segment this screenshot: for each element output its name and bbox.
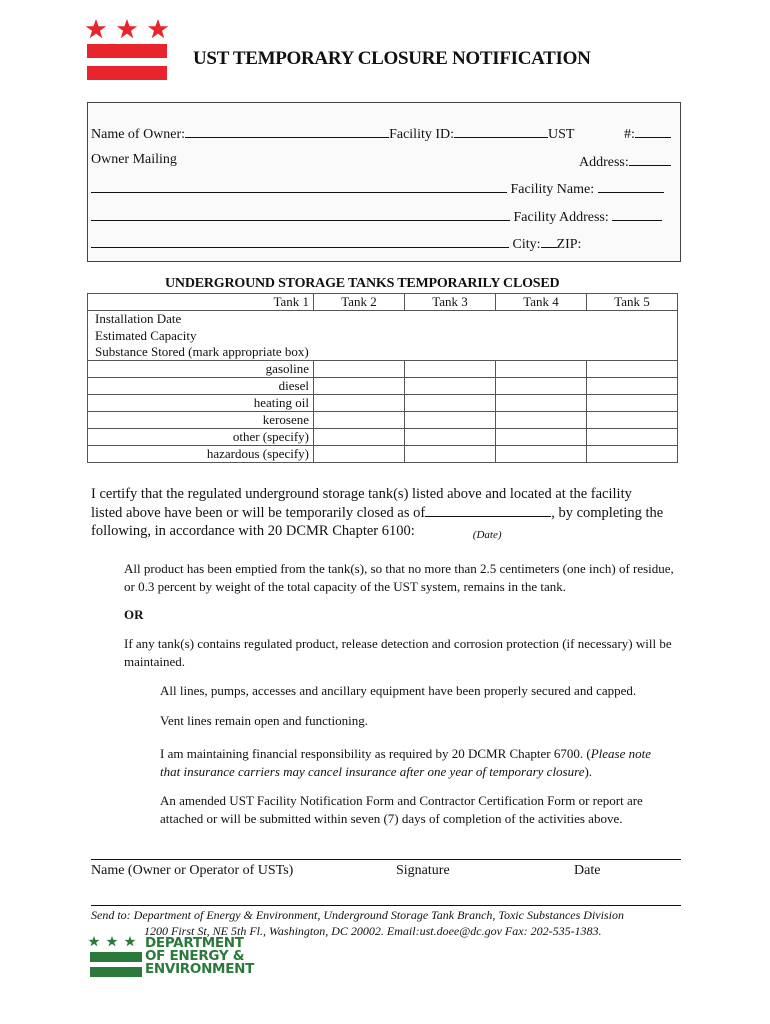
city-field[interactable] — [541, 234, 557, 248]
city-label: City: — [512, 237, 541, 252]
checkbox-cell[interactable] — [587, 361, 678, 378]
date-label: Date — [574, 863, 601, 878]
owner-name-row — [91, 124, 574, 143]
checkbox-cell[interactable] — [314, 446, 405, 463]
logo-bar — [90, 967, 142, 977]
table-row — [88, 412, 678, 429]
flag-bar — [87, 66, 167, 80]
secured-item: All lines, pumps, accesses and ancillary equipment have been properly secured and capped. — [160, 683, 637, 698]
checkbox-cell[interactable] — [496, 429, 587, 446]
city-line-field[interactable] — [91, 234, 509, 248]
regulated-item: If any tank(s) contains regulated product, release detection and corrosion protection (if necessary) will be maintained. — [124, 636, 672, 669]
estimated-capacity-label: Estimated Capacity — [88, 327, 678, 344]
installation-date-label: Installation Date — [88, 311, 678, 328]
zip-label: ZIP: — [556, 237, 582, 252]
address-row — [579, 152, 671, 171]
vent-item: Vent lines remain open and functioning. — [160, 713, 368, 728]
tank-5-header: Tank 5 — [587, 294, 678, 311]
doee-line-2: OF ENERGY & — [145, 948, 245, 964]
financial-note: Please note that insurance carriers may cancel insurance after one year of temporary closure — [160, 746, 652, 779]
checkbox-cell[interactable] — [587, 429, 678, 446]
facility-id-label: Facility ID: — [389, 127, 455, 142]
financial-text: I am maintaining financial responsibility as required by 20 DCMR Chapter 6700. ( — [160, 746, 591, 761]
table-row — [88, 378, 678, 395]
address-line-field[interactable] — [91, 207, 510, 221]
table-row — [88, 327, 678, 344]
checkbox-cell[interactable] — [314, 412, 405, 429]
checkbox-cell[interactable] — [314, 429, 405, 446]
amended-item: An amended UST Facility Notification Form and Contractor Certification Form or report are attached or will be submitted within seven (7) days of completion of the activities above. — [160, 793, 643, 826]
doee-line-1: DEPARTMENT — [145, 935, 244, 951]
cert-line-2 — [91, 503, 681, 522]
checkbox-cell[interactable] — [587, 395, 678, 412]
checkbox-cell[interactable] — [405, 395, 496, 412]
checkbox-cell[interactable] — [405, 361, 496, 378]
checkbox-cell[interactable] — [405, 378, 496, 395]
checkbox-cell[interactable] — [496, 446, 587, 463]
name-owner-label: Name (Owner or Operator of USTs) — [91, 863, 294, 878]
ust-number-field[interactable] — [635, 124, 671, 138]
ust-label: UST — [548, 127, 575, 142]
checkbox-cell[interactable] — [587, 378, 678, 395]
closure-date-field[interactable] — [425, 503, 551, 517]
flag-bar — [87, 44, 167, 58]
tanks-section-title: UNDERGROUND STORAGE TANKS TEMPORARILY CLOSED — [165, 276, 560, 291]
signature-label: Signature — [396, 863, 450, 878]
checkbox-cell[interactable] — [496, 378, 587, 395]
facility-address-field[interactable] — [612, 207, 662, 221]
financial-item — [160, 745, 665, 780]
checkbox-cell[interactable] — [405, 412, 496, 429]
table-row — [88, 361, 678, 378]
table-header-row — [88, 294, 678, 311]
tank-2-header: Tank 2 — [314, 294, 405, 311]
checkbox-cell[interactable] — [496, 412, 587, 429]
owner-mailing-field[interactable] — [91, 179, 507, 193]
send-divider — [91, 905, 681, 906]
send-to-line-2: 1200 First St, NE 5th Fl., Washington, DC 20002. Email:ust.doee@dc.gov Fax: 202-535-1383. — [144, 923, 602, 938]
address-label: Address: — [579, 155, 629, 170]
table-row — [88, 395, 678, 412]
substance-label: diesel — [88, 378, 314, 395]
substance-stored-label: Substance Stored (mark appropriate box) — [88, 344, 678, 361]
substance-label: gasoline — [88, 361, 314, 378]
star-icon — [124, 936, 135, 946]
cert-line-3-text: following, in accordance with 20 DCMR Chapter 6100: — [91, 523, 415, 539]
ust-number-label: #: — [624, 127, 635, 142]
table-row — [88, 344, 678, 361]
star-icon — [148, 19, 168, 38]
checkbox-cell[interactable] — [405, 446, 496, 463]
ust-number-row — [624, 124, 671, 143]
facility-name-field[interactable] — [598, 179, 664, 193]
financial-end: ). — [584, 763, 593, 779]
date-caption: (Date) — [472, 529, 502, 541]
star-icon — [117, 19, 137, 38]
signature-line[interactable] — [91, 859, 681, 860]
cert-line-3 — [91, 522, 681, 541]
table-row — [88, 446, 678, 463]
table-row — [88, 429, 678, 446]
address-field[interactable] — [629, 152, 671, 166]
tank-3-header: Tank 3 — [405, 294, 496, 311]
doee-wordmark — [145, 937, 255, 976]
logo-bar — [90, 952, 142, 962]
tanks-table — [87, 293, 678, 463]
cert-line-2b: , by completing the — [551, 505, 664, 521]
owner-mailing-label: Owner Mailing — [91, 152, 177, 167]
substance-label: kerosene — [88, 412, 314, 429]
tank-1-header: Tank 1 — [88, 294, 314, 311]
facility-name-label: Facility Name: — [510, 182, 595, 197]
checkbox-cell[interactable] — [496, 395, 587, 412]
certification-text — [91, 485, 681, 541]
facility-id-field[interactable] — [454, 124, 548, 138]
send-to-line-1: Send to: Department of Energy & Environment, Underground Storage Tank Branch, Toxic Substances Division — [91, 908, 624, 922]
checkbox-cell[interactable] — [496, 361, 587, 378]
tank-4-header: Tank 4 — [496, 294, 587, 311]
doee-line-3: ENVIRONMENT — [145, 961, 255, 977]
or-label: OR — [124, 607, 144, 622]
cert-line-2a: listed above have been or will be temporarily closed as of — [91, 505, 426, 521]
checkbox-cell[interactable] — [314, 361, 405, 378]
checkbox-cell[interactable] — [587, 446, 678, 463]
checkbox-cell[interactable] — [587, 412, 678, 429]
checkbox-cell[interactable] — [405, 429, 496, 446]
owner-name-field[interactable] — [185, 124, 389, 138]
page-title: UST TEMPORARY CLOSURE NOTIFICATION — [193, 48, 591, 69]
facility-address-label: Facility Address: — [513, 210, 609, 225]
table-row — [88, 311, 678, 328]
star-icon — [88, 936, 99, 946]
substance-label: other (specify) — [88, 429, 314, 446]
substance-label: heating oil — [88, 395, 314, 412]
star-icon — [106, 936, 117, 946]
owner-name-label: Name of Owner: — [91, 127, 186, 142]
star-icon — [86, 19, 106, 38]
emptied-item: All product has been emptied from the tank(s), so that no more than 2.5 centimeters (one inch) of residue, or 0.3 percent by weight of the total capacity of the UST system, remains in the tank. — [124, 561, 674, 594]
checkbox-cell[interactable] — [314, 395, 405, 412]
city-zip-row — [91, 234, 581, 253]
checkbox-cell[interactable] — [314, 378, 405, 395]
facility-address-row — [91, 207, 662, 226]
facility-name-row — [91, 179, 664, 198]
substance-label: hazardous (specify) — [88, 446, 314, 463]
dc-flag-logo — [86, 17, 168, 83]
cert-line-1: I certify that the regulated underground storage tank(s) listed above and located at the facility — [91, 486, 632, 502]
